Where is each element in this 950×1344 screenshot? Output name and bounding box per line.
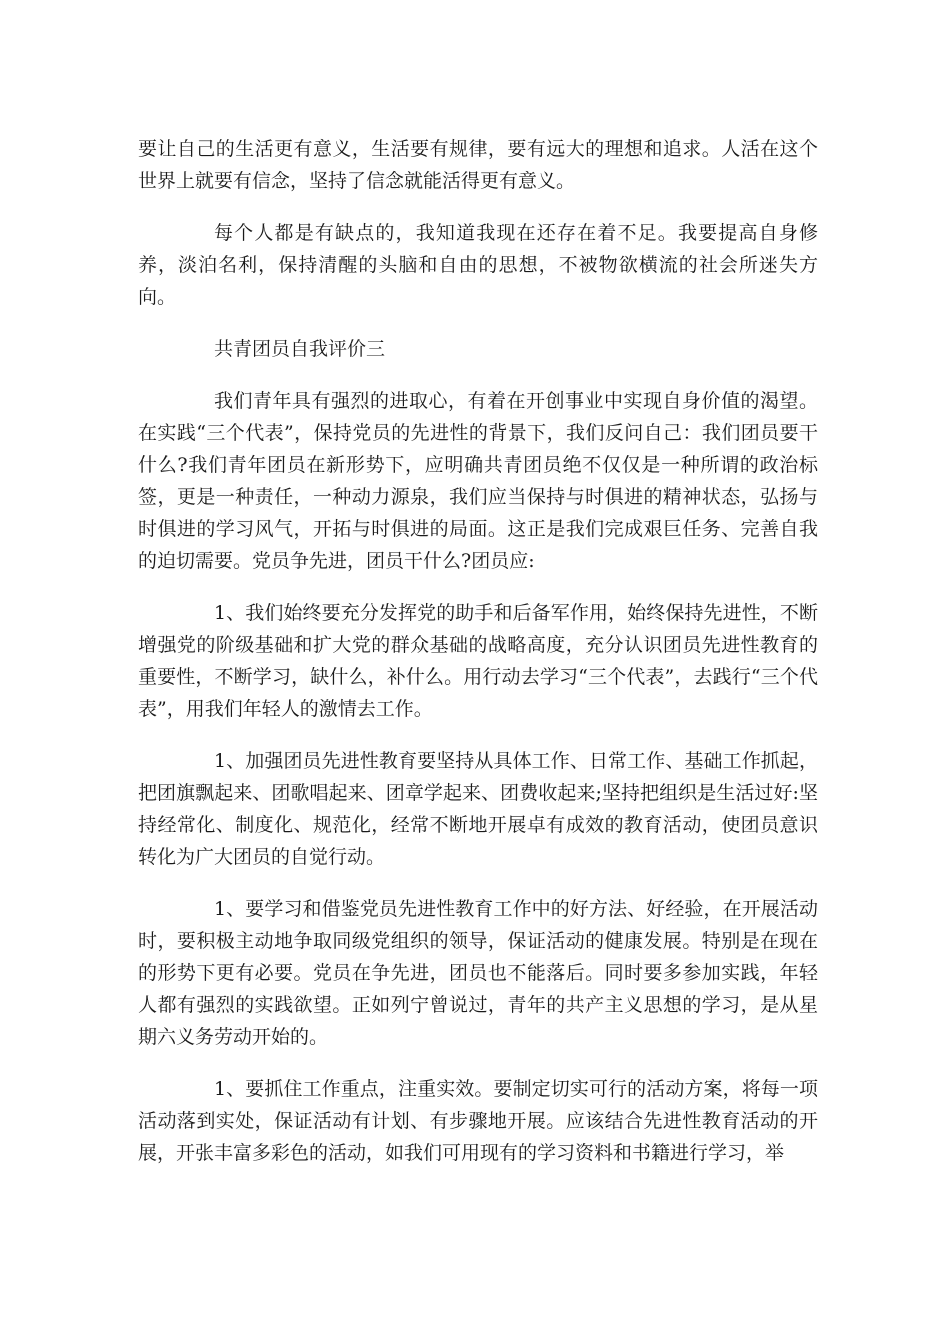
list-item-3: 1、要学习和借鉴党员先进性教育工作中的好方法、好经验，在开展活动时，要积极主动地争取同级党组织的领导，保证活动的健康发展。特别是在现在的形势下更有必要。党员在争先进，团员也不能落后。同时要多参加实践，年轻人都有强烈的实践欲望。正如列宁曾说过，青年的共产主义思想的学习，是从星期六义务劳动开始的。 — [138, 898, 818, 1048]
paragraph-1: 要让自己的生活更有意义，生活要有规律，要有远大的理想和追求。人活在这个世界上就要有信念，坚持了信念就能活得更有意义。 — [138, 138, 818, 192]
document-page — [138, 133, 818, 1189]
list-item-1: 1、我们始终要充分发挥党的助手和后备军作用，始终保持先进性，不断增强党的阶级基础和扩大党的群众基础的战略高度，充分认识团员先进性教育的重要性，不断学习，缺什么，补什么。用行动去学习“三个代表”，去践行“三个代表”，用我们年轻人的激情去工作。 — [138, 602, 818, 720]
section-heading: 共青团员自我评价三 — [214, 338, 386, 360]
paragraph-3: 我们青年具有强烈的进取心，有着在开创事业中实现自身价值的渴望。在实践“三个代表”，保持党员的先进性的背景下，我们反问自己：我们团员要干什么?我们青年团员在新形势下，应明确共青团员绝不仅仅是一种所谓的政治标签，更是一种责任，一种动力源泉，我们应当保持与时俱进的精神状态，弘扬与时俱进的学习风气，开拓与时俱进的局面。这正是我们完成艰巨任务、完善自我的迫切需要。党员争先进，团员干什么?团员应: — [138, 390, 818, 572]
list-item-4: 1、要抓住工作重点，注重实效。要制定切实可行的活动方案，将每一项活动落到实处，保证活动有计划、有步骤地开展。应该结合先进性教育活动的开展，开张丰富多彩色的活动，如我们可用现有的学习资料和书籍进行学习，举 — [138, 1078, 818, 1164]
paragraph-2: 每个人都是有缺点的，我知道我现在还存在着不足。我要提高自身修养，淡泊名利，保持清醒的头脑和自由的思想，不被物欲横流的社会所迷失方向。 — [138, 222, 818, 308]
list-item-2: 1、加强团员先进性教育要坚持从具体工作、日常工作、基础工作抓起，把团旗飘起来、团歌唱起来、团章学起来、团费收起来;坚持把组织是生活过好:坚持经常化、制度化、规范化，经常不断地开展卓有成效的教育活动，使团员意识转化为广大团员的自觉行动。 — [138, 750, 818, 868]
